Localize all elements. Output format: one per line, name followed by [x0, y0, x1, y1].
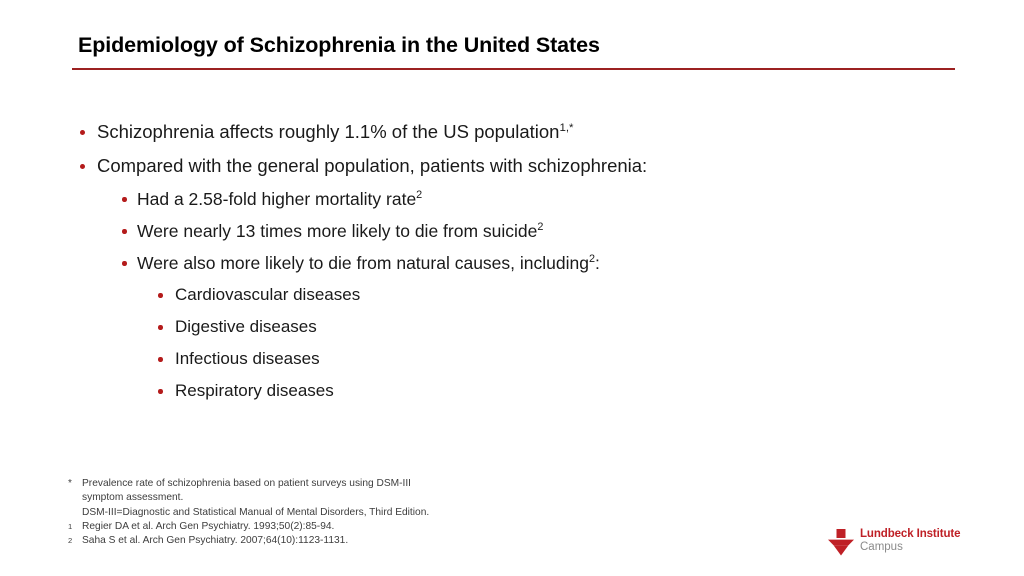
bullet-dot-icon	[80, 164, 85, 169]
bullet-dot-icon	[122, 197, 127, 202]
lundbeck-tulip-icon	[826, 527, 856, 557]
bullet-level2-label	[137, 218, 1024, 244]
bullet-dot-icon	[158, 293, 163, 298]
bullet-level3-label: Infectious diseases	[175, 349, 320, 368]
bullet-text-tail: :	[595, 253, 600, 273]
footnote-text: DSM-III=Diagnostic and Statistical Manual of Mental Disorders, Third Edition.	[82, 506, 430, 518]
bullet-superscript: 1,*	[559, 121, 574, 134]
bullet-level2-item	[0, 218, 1024, 250]
logo-name-secondary: Campus	[860, 541, 903, 553]
bullet-level1-label	[97, 152, 1024, 180]
bullet-dot-icon	[158, 389, 163, 394]
bullet-text: Were nearly 13 times more likely to die from suicide	[137, 221, 538, 241]
footnotes	[68, 477, 688, 548]
lundbeck-institute-logo	[826, 526, 976, 560]
footnote-reference-2	[68, 534, 688, 548]
footnote-reference-1	[68, 520, 688, 534]
bullet-level3-label: Digestive diseases	[175, 317, 317, 336]
footnote-marker: 1	[68, 521, 73, 531]
bullet-level3-item	[0, 282, 1024, 314]
bullet-dot-icon	[158, 357, 163, 362]
bullet-level1-label	[97, 118, 1024, 146]
bullet-dot-icon	[122, 229, 127, 234]
bullet-level3-item	[0, 346, 1024, 378]
footnote-text: Regier DA et al. Arch Gen Psychiatry. 1993;50(2):85-94.	[82, 520, 335, 532]
bullet-level2-item	[0, 186, 1024, 218]
footnote-text: Saha S et al. Arch Gen Psychiatry. 2007;64(10):1123-1131.	[82, 535, 349, 547]
bullet-level3-label: Respiratory diseases	[175, 381, 334, 400]
title-divider	[72, 68, 955, 70]
bullet-level3-label: Cardiovascular diseases	[175, 285, 361, 304]
footnote-text: symptom assessment.	[82, 492, 184, 504]
slide-body	[0, 118, 1024, 410]
bullet-text: Had a 2.58-fold higher mortality rate	[137, 189, 417, 209]
page-title: Epidemiology of Schizophrenia in the United States	[78, 33, 600, 57]
bullet-dot-icon	[80, 130, 85, 135]
footnote-marker: 2	[68, 536, 73, 546]
bullet-superscript: 2	[537, 221, 544, 234]
bullet-level1-item	[0, 152, 1024, 186]
bullet-text: Were also more likely to die from natural causes, including	[137, 253, 589, 273]
bullet-superscript: 2	[588, 253, 595, 266]
footnote-text: Prevalence rate of schizophrenia based on patient surveys using DSM-III	[82, 478, 412, 489]
logo-wordmark	[860, 528, 960, 554]
bullet-level1-item	[0, 118, 1024, 152]
bullet-dot-icon	[158, 325, 163, 330]
footnote-marker: *	[68, 477, 72, 489]
bullet-level2-label	[137, 250, 1024, 276]
bullet-level2-item	[0, 250, 1024, 282]
bullet-text: Schizophrenia affects roughly 1.1% of the US population	[97, 121, 560, 142]
logo-name-primary: Lundbeck Institute	[860, 528, 961, 540]
bullet-level2-label	[137, 186, 1024, 212]
bullet-dot-icon	[122, 261, 127, 266]
bullet-text: Compared with the general population, patients with schizophrenia:	[97, 155, 648, 176]
bullet-level3-item	[0, 314, 1024, 346]
footnote-asterisk	[68, 477, 688, 491]
bullet-level3-item	[0, 378, 1024, 410]
bullet-superscript: 2	[416, 189, 423, 202]
